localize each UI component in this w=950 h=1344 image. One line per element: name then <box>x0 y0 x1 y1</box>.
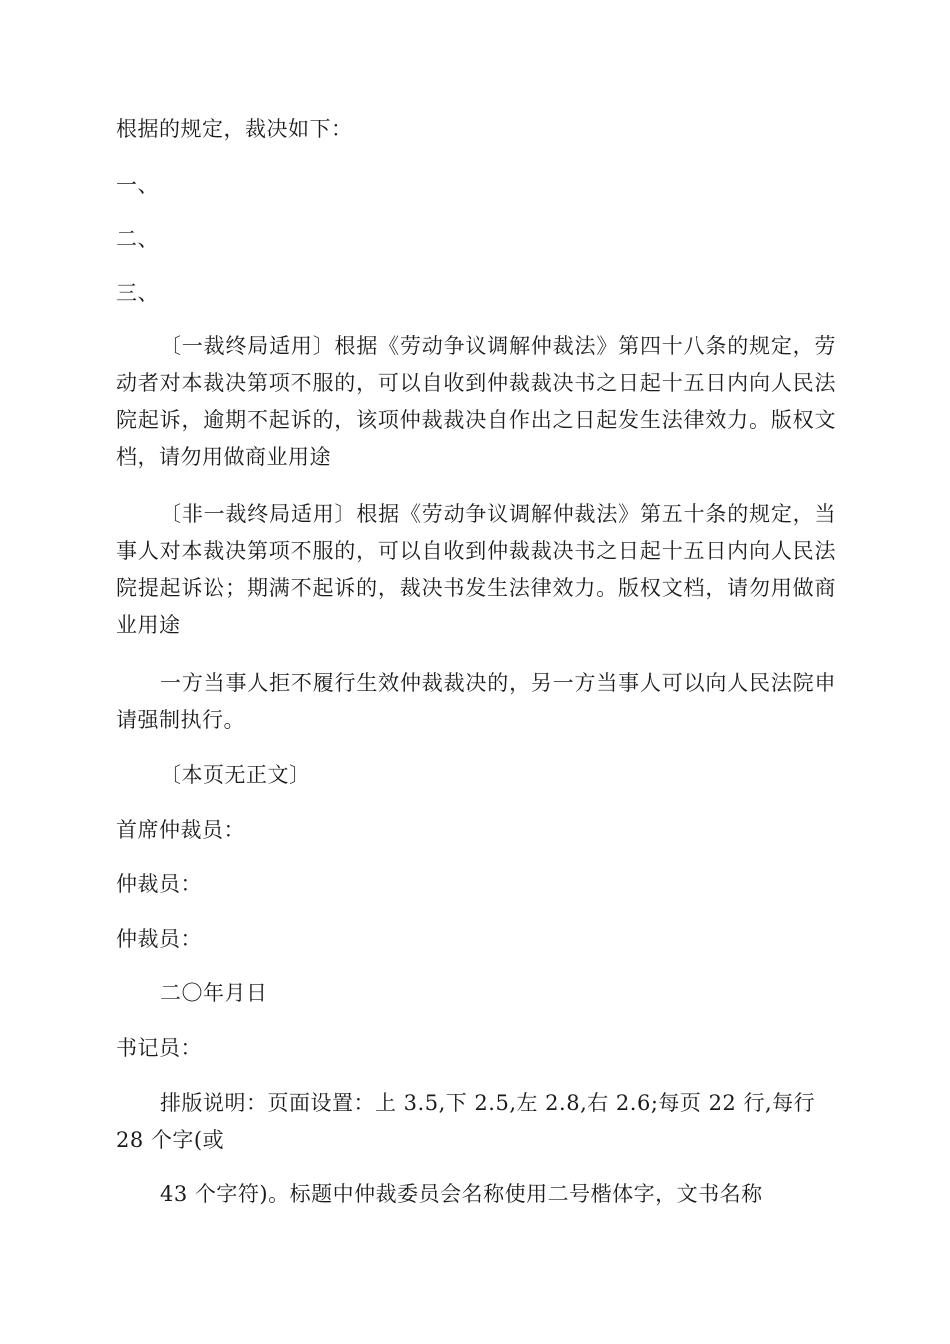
award-item-1: 一、 <box>116 173 159 197</box>
final-award-paragraph: 〔一裁终局适用〕根据《劳动争议调解仲裁法》第四十八条的规定，劳动者对本裁决第项不服的，可以自收到仲裁裁决书之日起十五日内向人民法院起诉，逾期不起诉的，该项仲裁裁决自作出之日起发生法律效力。版权文档，请勿用做商业用途 <box>116 334 836 469</box>
arbitrator-label-2: 仲裁员： <box>116 927 202 951</box>
date-line: 二〇年月日 <box>160 981 268 1005</box>
clerk-label: 书记员： <box>116 1036 202 1060</box>
intro-line: 根据的规定，裁决如下： <box>116 117 353 141</box>
layout-note-line-2: 28 个字(或 <box>116 1128 225 1152</box>
non-final-award-paragraph: 〔非一裁终局适用〕根据《劳动争议调解仲裁法》第五十条的规定，当事人对本裁决第项不服的，可以自收到仲裁裁决书之日起十五日内向人民法院提起诉讼；期满不起诉的，裁决书发生法律效力。版权文档，请勿用做商业用途 <box>116 502 836 637</box>
no-body-note: 〔本页无正文〕 <box>160 763 311 787</box>
award-item-3: 三、 <box>116 281 159 305</box>
chief-arbitrator-label: 首席仲裁员： <box>116 818 245 842</box>
award-item-2: 二、 <box>116 227 159 251</box>
arbitrator-label-1: 仲裁员： <box>116 872 202 896</box>
layout-note-line-3: 43 个字符)。标题中仲裁委员会名称使用二号楷体字，文书名称 <box>160 1182 763 1206</box>
enforcement-paragraph: 一方当事人拒不履行生效仲裁裁决的，另一方当事人可以向人民法院申请强制执行。 <box>116 671 836 732</box>
layout-note-line-1: 排版说明：页面设置：上 3.5,下 2.5,左 2.8,右 2.6;每页 22 行,每行 <box>160 1091 816 1115</box>
